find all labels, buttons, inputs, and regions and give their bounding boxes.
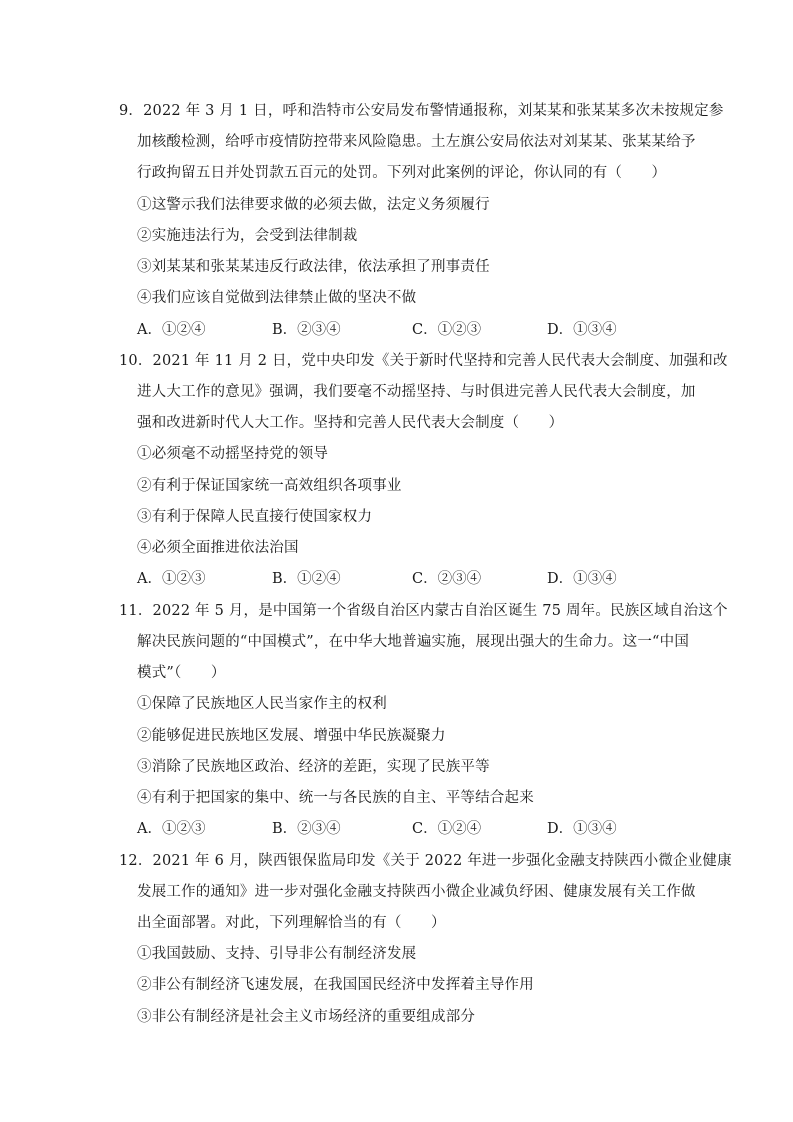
question-9-option-3: ③刘某某和张某某违反行政法律，依法承担了刑事责任 [137,259,490,275]
question-9-line-1: 9．2022 年 3 月 1 日，呼和浩特市公安局发布警情通报称，刘某某和张某某多次未按规定参 [119,103,724,119]
question-9-line-2: 加核酸检测，给呼市疫情防控带来风险隐患。土左旗公安局依法对刘某某、张某某给予 [137,134,696,150]
question-11-line-3: 模式”（ ） [137,665,226,681]
question-9-option-1: ①这警示我们法律要求做的必须去做，法定义务须履行 [137,197,490,213]
question-11-choice-b: B．②③④ [272,821,341,837]
question-11-choice-d: D．①③④ [547,821,617,837]
question-11-option-1: ①保障了民族地区人民当家作主的权利 [137,696,387,712]
question-11-option-2: ②能够促进民族地区发展、增强中华民族凝聚力 [137,728,446,744]
question-10-choice-c: C．②③④ [412,571,482,587]
question-12-line-1: 12．2021 年 6 月，陕西银保监局印发《关于 2022 年进一步强化金融支持陕西小微企业健康 [119,853,732,869]
question-11-choice-c: C．①②④ [412,821,482,837]
question-9-choice-c: C．①②③ [412,322,482,338]
question-10-choice-d: D．①③④ [547,571,617,587]
question-11-option-3: ③消除了民族地区政治、经济的差距，实现了民族平等 [137,759,490,775]
question-9-line-3: 行政拘留五日并处罚款五百元的处罚。下列对此案例的评论，你认同的有（ ） [137,165,667,181]
question-12-line-3: 出全面部署。对此，下列理解恰当的有（ ） [137,915,446,931]
question-10-line-1: 10．2021 年 11 月 2 日，党中央印发《关于新时代坚持和完善人民代表大会制度、加强和改 [119,353,728,369]
question-9-option-2: ②实施违法行为，会受到法律制裁 [137,228,358,244]
question-11-line-1: 11．2022 年 5 月，是中国第一个省级自治区内蒙古自治区诞生 75 周年。民族区域自治这个 [119,603,728,619]
question-9-choice-a: A．①②④ [137,322,206,338]
question-9-choice-d: D．①③④ [547,322,617,338]
question-10-option-4: ④必须全面推进依法治国 [137,540,299,556]
question-10-line-2: 进人大工作的意见》强调，我们要毫不动摇坚持、与时俱进完善人民代表大会制度，加 [137,384,696,400]
question-12-option-2: ②非公有制经济飞速发展，在我国国民经济中发挥着主导作用 [137,977,534,993]
question-11-choice-a: A．①②③ [137,821,206,837]
question-10-option-3: ③有利于保障人民直接行使国家权力 [137,509,373,525]
question-10-choice-a: A．①②③ [137,571,206,587]
question-10-line-3: 强和改进新时代人大工作。坚持和完善人民代表大会制度（ ） [137,415,564,431]
question-12-option-1: ①我国鼓励、支持、引导非公有制经济发展 [137,946,417,962]
question-12-option-3: ③非公有制经济是社会主义市场经济的重要组成部分 [137,1009,476,1025]
question-11-option-4: ④有利于把国家的集中、统一与各民族的自主、平等结合起来 [137,790,534,806]
question-10-option-2: ②有利于保证国家统一高效组织各项事业 [137,478,402,494]
question-12-line-2: 发展工作的通知》进一步对强化金融支持陕西小微企业减负纾困、健康发展有关工作做 [137,884,696,900]
question-10-choice-b: B．①②④ [272,571,341,587]
question-9-option-4: ④我们应该自觉做到法律禁止做的坚决不做 [137,290,417,306]
question-9-choice-b: B．②③④ [272,322,341,338]
question-10-option-1: ①必须毫不动摇坚持党的领导 [137,446,329,462]
question-11-line-2: 解决民族问题的“中国模式”，在中华大地普遍实施，展现出强大的生命力。这一“中国 [137,634,690,650]
